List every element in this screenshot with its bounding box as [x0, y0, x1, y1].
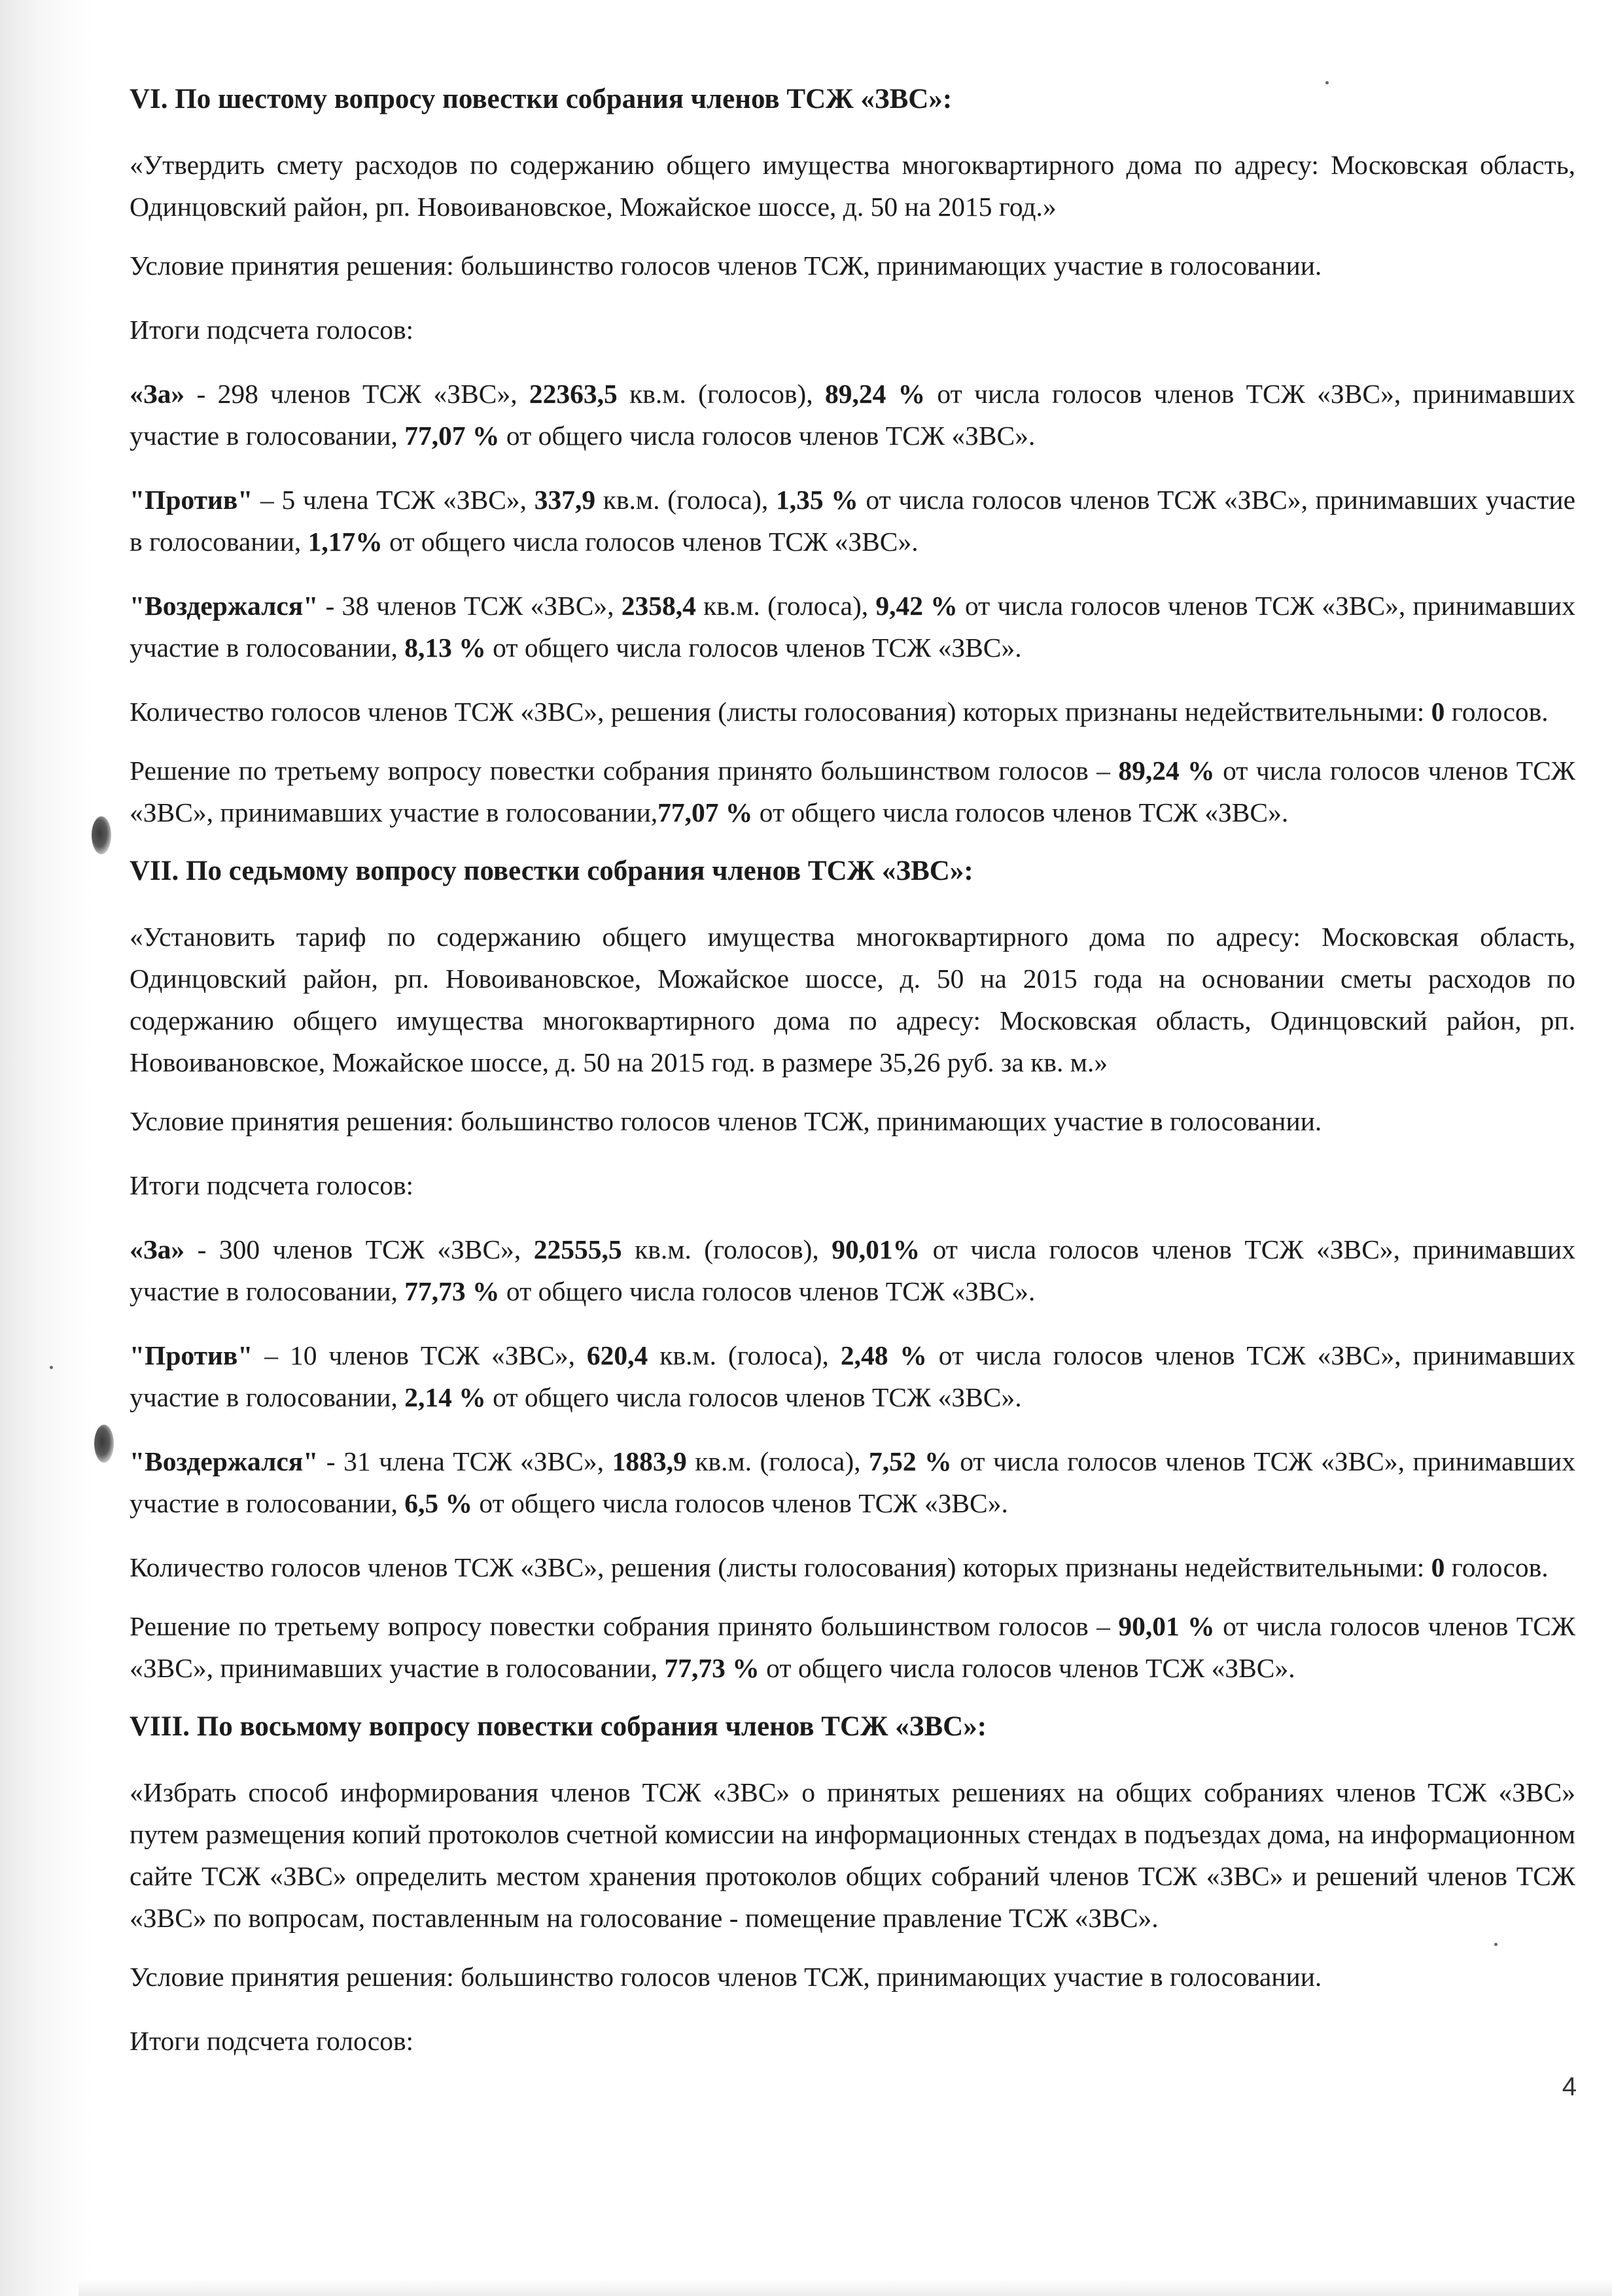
vote-label: "Против" [130, 485, 253, 515]
invalid-votes-suffix: голосов. [1445, 1552, 1549, 1582]
decision-condition: Условие принятия решения: большинство голосов членов ТСЖ, принимающих участие в голосовании. [130, 251, 1322, 281]
vote-text: кв.м. (голоса), [686, 1446, 869, 1476]
vote-text: кв.м. (голоса), [595, 485, 776, 515]
invalid-votes-text: Количество голосов членов ТСЖ «ЗВС», решения (листы голосования) которых признаны недействительными: [130, 1552, 1431, 1582]
vote-for [130, 373, 1575, 457]
decision-percent-participants: 89,24 % [1118, 756, 1215, 786]
vote-text: кв.м. (голоса), [648, 1340, 841, 1370]
vote-text: - 38 членов ТСЖ «ЗВС», [318, 591, 622, 621]
vote-label: «За» [130, 1234, 185, 1264]
section-8 [130, 1706, 1575, 2062]
decision-condition: Условие принятия решения: большинство голосов членов ТСЖ, принимающих участие в голосовании. [130, 1962, 1322, 1992]
page-edge-shadow [0, 0, 92, 2296]
vote-text: от общего числа голосов членов ТСЖ «ЗВС». [472, 1488, 1008, 1518]
section-6 [130, 78, 1575, 833]
scan-speck [50, 1366, 53, 1369]
vote-text: от числа голосов членов ТСЖ «ЗВС», принимавших участие в голосовании, [130, 379, 1575, 451]
vote-label: "Воздержался" [130, 1446, 319, 1476]
section-7 [130, 850, 1575, 1689]
invalid-votes-count: 0 [1431, 1552, 1445, 1582]
proposal-text: «Утвердить смету расходов по содержанию общего имущества многоквартирного дома по адресу: Московская область, Одинцовский район, рп. Новоивановское, Можайское шоссе, д. 50 на 2015 год.» [130, 150, 1575, 222]
vote-percent-total: 1,17% [307, 527, 383, 557]
vote-text: от общего числа голосов членов ТСЖ «ЗВС». [485, 1382, 1022, 1412]
vote-area: 620,4 [586, 1340, 648, 1370]
vote-text: от общего числа голосов членов ТСЖ «ЗВС». [499, 421, 1036, 451]
vote-area: 337,9 [534, 485, 596, 515]
vote-against [130, 479, 1575, 563]
vote-text: от общего числа голосов членов ТСЖ «ЗВС». [499, 1276, 1036, 1306]
vote-percent-total: 8,13 % [404, 633, 486, 663]
vote-text: от числа голосов членов ТСЖ «ЗВС», принимавших участие в голосовании, [130, 591, 1575, 663]
vote-text: кв.м. (голосов), [622, 1234, 832, 1264]
vote-percent-participants: 9,42 % [875, 591, 958, 621]
decision-text: от числа голосов членов ТСЖ «ЗВС», принимавших участие в голосовании, [130, 1611, 1575, 1683]
punch-hole-upper [92, 816, 111, 854]
vote-text: от общего числа голосов членов ТСЖ «ЗВС». [485, 633, 1022, 663]
vote-text: – 10 членов ТСЖ «ЗВС», [253, 1340, 587, 1370]
vote-percent-total: 2,14 % [404, 1382, 486, 1412]
vote-abstain [130, 1440, 1575, 1524]
vote-text: от числа голосов членов ТСЖ «ЗВС», принимавших участие в голосовании, [130, 485, 1575, 557]
decision-text: от общего числа голосов членов ТСЖ «ЗВС». [752, 797, 1289, 827]
vote-percent-participants: 7,52 % [869, 1446, 952, 1476]
vote-label: «За» [130, 379, 185, 409]
vote-percent-participants: 89,24 % [824, 379, 926, 409]
decision-percent-total: 77,07 % [657, 797, 753, 827]
decision-statement [130, 1605, 1575, 1689]
decision-text: Решение по третьему вопросу повестки собрания принято большинством голосов – [130, 756, 1119, 786]
decision-percent-total: 77,73 % [664, 1653, 760, 1683]
decision-percent-participants: 90,01 % [1118, 1611, 1215, 1641]
vote-text: от числа голосов членов ТСЖ «ЗВС», принимавших участие в голосовании, [130, 1446, 1575, 1518]
vote-text: кв.м. (голосов), [617, 379, 825, 409]
section-heading: VIII. По восьмому вопросу повестки собрания членов ТСЖ «ЗВС»: [130, 1711, 987, 1742]
vote-text: от числа голосов членов ТСЖ «ЗВС», принимавших участие в голосовании, [130, 1340, 1575, 1412]
vote-area: 2358,4 [621, 591, 696, 621]
results-label: Итоги подсчета голосов: [130, 1170, 414, 1200]
vote-percent-participants: 90,01% [832, 1234, 920, 1264]
vote-percent-total: 77,73 % [404, 1276, 500, 1306]
vote-text: - 300 членов ТСЖ «ЗВС», [184, 1234, 534, 1264]
decision-text: Решение по третьему вопросу повестки собрания принято большинством голосов – [130, 1611, 1119, 1641]
vote-text: - 298 членов ТСЖ «ЗВС», [184, 379, 529, 409]
decision-condition: Условие принятия решения: большинство голосов членов ТСЖ, принимающих участие в голосовании. [130, 1106, 1322, 1136]
proposal-text: «Избрать способ информирования членов ТСЖ «ЗВС» о принятых решениях на общих собраниях членов ТСЖ «ЗВС» путем размещения копий протоколов счетной комиссии на информационных стендах в подъездах дома, на информационном сайте ТСЖ «ЗВС» определить местом хранения протоколов общих собраний членов ТСЖ «ЗВС» и решений членов ТСЖ «ЗВС» по вопросам, поставленным на голосование - помещение правление ТСЖ «ЗВС». [130, 1777, 1575, 1933]
section-heading: VII. По седьмому вопросу повестки собрания членов ТСЖ «ЗВС»: [130, 856, 973, 886]
section-heading: VI. По шестому вопросу повестки собрания членов ТСЖ «ЗВС»: [130, 84, 953, 114]
vote-label: "Против" [130, 1340, 253, 1370]
decision-text: от общего числа голосов членов ТСЖ «ЗВС». [759, 1653, 1295, 1683]
invalid-votes-suffix: голосов. [1445, 697, 1549, 727]
vote-percent-total: 77,07 % [404, 421, 500, 451]
results-label: Итоги подсчета голосов: [130, 315, 414, 345]
page-number: 4 [1562, 2072, 1577, 2101]
vote-text: от общего числа голосов членов ТСЖ «ЗВС». [382, 527, 919, 557]
vote-for [130, 1228, 1575, 1312]
vote-abstain [130, 585, 1575, 669]
vote-area: 22363,5 [529, 379, 618, 409]
invalid-votes [130, 1546, 1575, 1588]
page-bottom-edge [79, 2279, 1612, 2296]
vote-text: от числа голосов членов ТСЖ «ЗВС», принимавших участие в голосовании, [130, 1234, 1575, 1306]
vote-percent-total: 6,5 % [404, 1488, 473, 1518]
vote-percent-participants: 2,48 % [840, 1340, 927, 1370]
vote-text: - 31 члена ТСЖ «ЗВС», [318, 1446, 612, 1476]
invalid-votes-text: Количество голосов членов ТСЖ «ЗВС», решения (листы голосования) которых признаны недействительными: [130, 697, 1431, 727]
vote-text: кв.м. (голоса), [695, 591, 876, 621]
vote-percent-participants: 1,35 % [775, 485, 858, 515]
vote-area: 22555,5 [533, 1234, 622, 1264]
invalid-votes [130, 691, 1575, 733]
punch-hole-lower [94, 1425, 114, 1463]
document-body [130, 78, 1575, 2084]
vote-area: 1883,9 [612, 1446, 687, 1476]
vote-label: "Воздержался" [130, 591, 319, 621]
invalid-votes-count: 0 [1431, 697, 1445, 727]
vote-text: – 5 члена ТСЖ «ЗВС», [253, 485, 534, 515]
vote-against [130, 1334, 1575, 1418]
decision-text: от числа голосов членов ТСЖ «ЗВС», принимавших участие в голосовании, [130, 756, 1575, 827]
decision-statement [130, 750, 1575, 833]
results-label: Итоги подсчета голосов: [130, 2026, 414, 2056]
proposal-text: «Установить тариф по содержанию общего имущества многоквартирного дома по адресу: Московская область, Одинцовский район, рп. Новоивановское, Можайское шоссе, д. 50 на 2015 года на основании сметы расходов по содержанию общего имущества многоквартирного дома по адресу: Московская область, Одинцовский район, рп. Новоивановское, Можайское шоссе, д. 50 на 2015 год. в размере 35,26 руб. за кв. м.» [130, 922, 1575, 1077]
